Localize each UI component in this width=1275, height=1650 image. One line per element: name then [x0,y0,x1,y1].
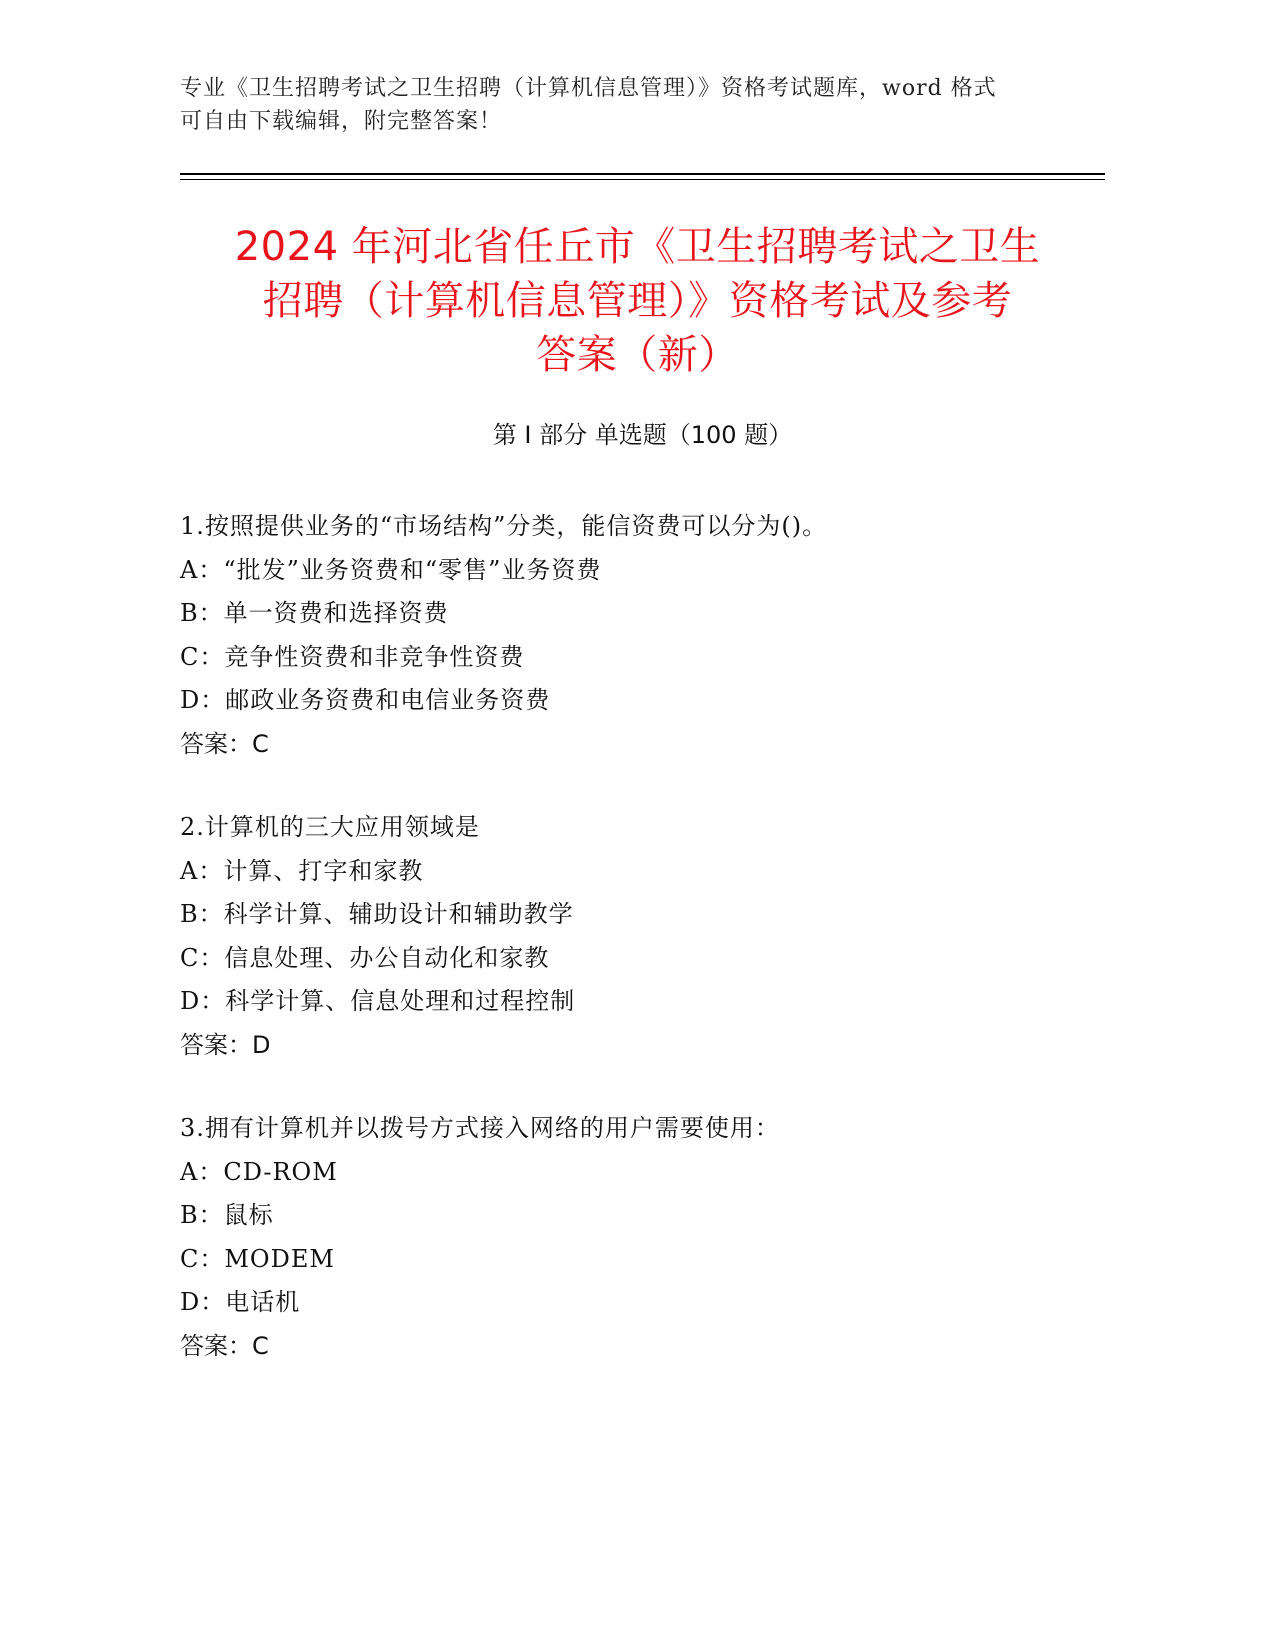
option-d: D：科学计算、信息处理和过程控制 [180,987,576,1015]
question-stem: 3.拥有计算机并以拨号方式接入网络的用户需要使用： [180,1114,780,1142]
header-note-line-2: 可自由下载编辑，附完整答案！ [180,109,503,134]
answer-line: 答案：C [180,729,269,758]
section-heading: 第 I 部分 单选题（100 题） [492,421,793,449]
header-divider-thick [180,173,1105,175]
answer-line: 答案：C [180,1331,269,1360]
option-a: A：CD-ROM [180,1157,338,1186]
document-title [150,220,1125,382]
title-line-3: 答案（新） [536,332,739,378]
question-stem: 1.按照提供业务的“市场结构”分类，能信资费可以分为()。 [180,512,828,540]
header-note-line-1: 专业《卫生招聘考试之卫生招聘（计算机信息管理）》资格考试题库，word 格式 [180,76,997,101]
header-divider-thin [180,179,1105,180]
option-c: C：信息处理、办公自动化和家教 [180,943,550,972]
question-item [180,806,1105,1067]
option-a: A：“批发”业务资费和“零售”业务资费 [180,555,602,584]
option-d: D：邮政业务资费和电信业务资费 [180,686,551,714]
option-c: C：MODEM [180,1244,335,1273]
title-line-2: 招聘（计算机信息管理）》资格考试及参考 [262,278,1013,324]
question-item [180,505,1105,766]
header-note [180,72,1060,138]
option-b: B：单一资费和选择资费 [180,599,449,627]
option-c: C：竞争性资费和非竞争性资费 [180,642,525,671]
option-b: B：科学计算、辅助设计和辅助教学 [180,900,574,928]
question-item [180,1107,1105,1368]
option-b: B：鼠标 [180,1201,274,1229]
option-d: D：电话机 [180,1288,301,1316]
question-list [180,505,1105,1408]
answer-line: 答案：D [180,1030,271,1059]
option-a: A：计算、打字和家教 [180,856,424,885]
question-stem: 2.计算机的三大应用领域是 [180,813,480,841]
title-line-1: 2024 年河北省任丘市《卫生招聘考试之卫生 [234,224,1041,270]
